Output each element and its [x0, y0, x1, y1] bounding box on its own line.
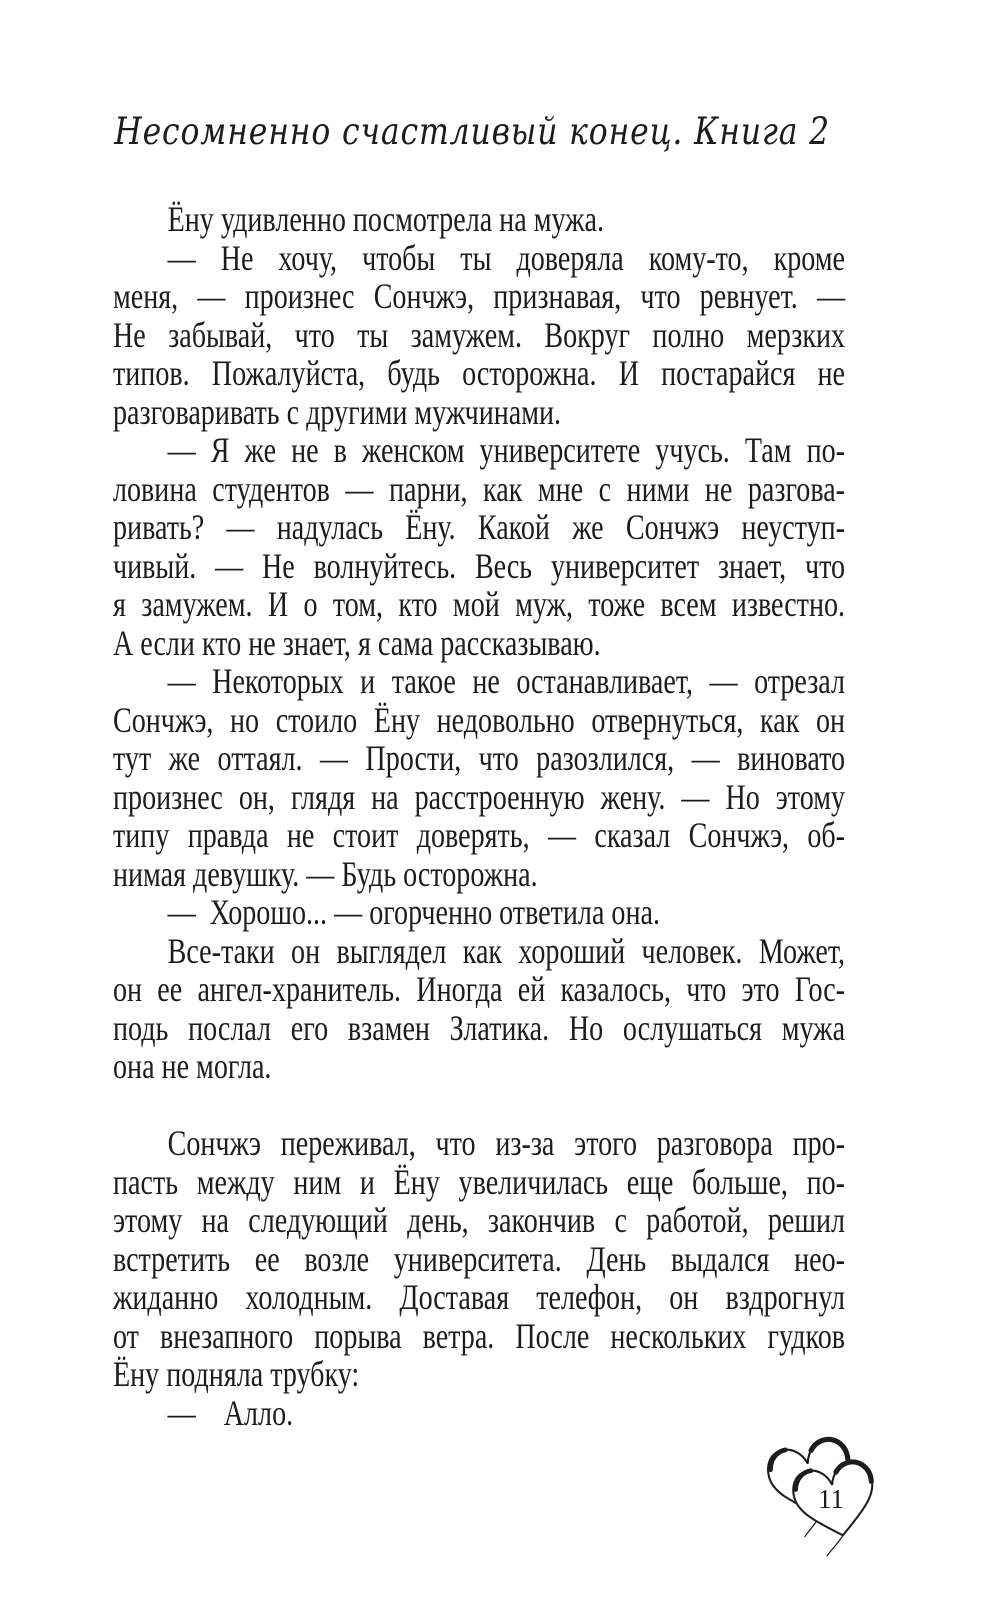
text-line: Все-таки он выглядел как хороший человек. Может, [167, 930, 846, 971]
text-line: А если кто не знает, я сама рассказываю. [113, 622, 601, 663]
paragraph [113, 1394, 845, 1433]
text-line: чивый. — Не волнуйтесь. Весь университет знает, что [113, 545, 846, 586]
text-line: Ёну подняла трубку: [113, 1354, 360, 1394]
text-line: ловина студентов — парни, как мне с ними не разгова- [113, 468, 846, 509]
text-line: Ёну удивленно посмотрела на мужа. [167, 199, 605, 239]
text-line: она не могла. [113, 1046, 272, 1086]
paragraph [113, 1124, 845, 1394]
paragraph [113, 239, 845, 432]
text-line: — Хорошо... — огорченно ответила она. [167, 892, 660, 932]
text-line: меня, — произнес Сончжэ, признавая, что ревнует. — [113, 276, 846, 316]
text-line: нимая девушку. — Будь осторожна. [113, 853, 538, 894]
page-body [113, 200, 845, 1432]
text-line: Сончжэ, но стоило Ёну недовольно отвернуться, как он [113, 699, 846, 740]
text-line: встретить ее возле университета. День выдался нео- [113, 1238, 846, 1279]
text-line: — Я же не в женском университете учусь. Там по- [167, 430, 846, 470]
page-number: 11 [818, 1484, 844, 1514]
text-line: типу правда не стоит доверять, — сказал Сончжэ, об- [113, 815, 846, 855]
paragraph [113, 893, 845, 932]
paragraph [113, 431, 845, 662]
text-line: он ее ангел-хранитель. Иногда ей казалось, что это Гос- [113, 969, 846, 1009]
paragraph [113, 200, 845, 239]
text-line: жиданно холодным. Доставая телефон, он вздрогнул [113, 1277, 846, 1317]
text-line: произнес он, глядя на расстроенную жену. — Но этому [113, 776, 846, 817]
text-line: от внезапного порыва ветра. После нескольких гудков [113, 1315, 846, 1356]
text-line: Сончжэ переживал, что из-за этого разговора про- [167, 1123, 846, 1163]
text-line: я замужем. И о том, кто мой муж, тоже всем известно. [113, 584, 846, 624]
text-line: ривать? — надулась Ёну. Какой же Сончжэ неуступ- [113, 507, 846, 547]
text-line: разговаривать с другими мужчинами. [113, 391, 562, 432]
text-line: — Не хочу, чтобы ты доверяла кому-то, кроме [167, 237, 846, 278]
text-line: тут же оттаял. — Прости, что разозлился, — виновато [113, 738, 846, 778]
text-line: подь послал его взамен Златика. Но ослушаться мужа [113, 1007, 846, 1048]
text-line: Не забывай, что ты замужем. Вокруг полно мерзких [113, 314, 846, 355]
text-line: — Некоторых и такое не останавливает, — отрезал [167, 661, 846, 701]
text-line: типов. Пожалуйста, будь осторожна. И постарайся не [113, 353, 846, 393]
text-line: этому на следующий день, закончив с работой, решил [113, 1200, 846, 1240]
book-title: Несомненно счастливый конец. Книга 2 [114, 110, 830, 153]
running-header [114, 110, 830, 153]
paragraph [113, 662, 845, 893]
text-line: пасть между ним и Ёну увеличилась еще больше, по- [113, 1161, 846, 1202]
text-line: — Алло. [167, 1392, 294, 1433]
paragraph [113, 932, 845, 1086]
